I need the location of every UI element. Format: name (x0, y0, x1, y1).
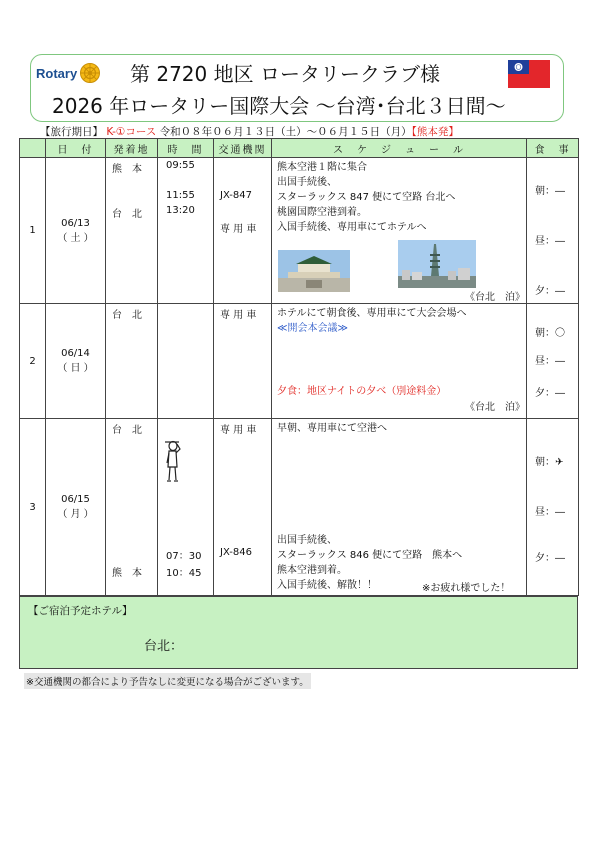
meal-lunch: 昼：― (535, 507, 565, 518)
schedule-line: 熊本空港到着。 (277, 565, 347, 576)
weekday-value: （ 月 ） (57, 509, 94, 520)
schedule-line: 桃園国際空港到着。 (277, 207, 367, 218)
place: 台 北 (112, 425, 142, 436)
place: 熊 本 (112, 164, 142, 175)
origin-label: 【熊本発】 (411, 126, 459, 138)
day-date (46, 158, 106, 304)
table-row (20, 304, 579, 419)
hotel-city: 台北： (144, 639, 184, 654)
schedule-line: 早朝、専用車にて空港へ (277, 423, 387, 434)
time: 13:20 (166, 205, 195, 216)
meals-cell (527, 158, 579, 304)
table-row (20, 419, 579, 596)
schedule-cell (272, 304, 527, 419)
place-cell (106, 419, 158, 596)
taiwan-flag-icon (508, 60, 550, 88)
transport: 専 用 車 (220, 310, 257, 321)
schedule-table (19, 138, 579, 596)
schedule-line: 熊本空港１階に集合 (277, 162, 367, 173)
day-number: 1 (20, 158, 46, 304)
transport: 専 用 車 (220, 224, 257, 235)
place: 台 北 (112, 209, 142, 220)
meal-lunch: 昼：― (535, 356, 565, 367)
closing-note: ※お疲れ様でした！ (422, 583, 511, 594)
transport-cell (214, 158, 272, 304)
stay-note: 《台北 泊》 (465, 402, 525, 413)
meal-dinner: 夕：― (535, 286, 565, 297)
schedule-table-wrap (19, 138, 578, 596)
day-number: 2 (20, 304, 46, 419)
flight-number: JX-846 (220, 547, 252, 558)
place-cell (106, 158, 158, 304)
meal-breakfast: 朝：― (535, 186, 565, 197)
stay-note: 《台北 泊》 (465, 292, 525, 303)
title-line1: 第 2720 地区 ロータリークラブ様 (130, 62, 440, 86)
place: 熊 本 (112, 568, 142, 579)
time: 09:55 (166, 160, 195, 171)
logo-text: Rotary (36, 65, 78, 81)
travel-dates: 令和０８年０６月１３日（土）〜０６月１５日（月） (159, 126, 412, 138)
schedule-line: スターラックス 847 便にて空路 台北へ (277, 192, 456, 203)
meal-dinner: 夕：― (535, 553, 565, 564)
meal-breakfast: 朝：✈ (535, 457, 564, 468)
col-header-num (20, 139, 46, 158)
col-header-meals: 食 事 (527, 139, 579, 158)
schedule-line: 入国手続後、解散！！ (277, 580, 377, 591)
time: 10：45 (166, 568, 202, 579)
dinner-note: 夕食：地区ナイトの夕べ（別途料金） (277, 386, 447, 397)
col-header-transport: 交通機関 (214, 139, 272, 158)
time-cell (158, 158, 214, 304)
day-date (46, 419, 106, 596)
date-value: 06/14 (61, 348, 90, 359)
time: 11:55 (166, 190, 195, 201)
schedule-cell (272, 419, 527, 596)
schedule-line: 入国手続後、専用車にてホテルへ (277, 222, 427, 233)
saluting-figure-icon (162, 439, 184, 483)
date-value: 06/13 (61, 217, 90, 229)
hotel-box (19, 596, 578, 669)
time-cell (158, 419, 214, 596)
rotary-wheel-icon (79, 62, 101, 84)
table-row (20, 158, 579, 304)
place: 台 北 (112, 310, 142, 321)
col-header-date: 日 付 (46, 139, 106, 158)
transport-cell (214, 304, 272, 419)
travel-label: 【旅行期日】 (40, 126, 103, 138)
weekday-value: （ 土 ） (57, 232, 94, 244)
flight-number: JX-847 (220, 190, 252, 201)
col-header-schedule: ス ケ ジ ュ ー ル (272, 139, 527, 158)
meal-lunch: 昼：― (535, 236, 565, 247)
schedule-cell (272, 158, 527, 304)
transport: 専 用 車 (220, 425, 257, 436)
col-header-place: 発着地 (106, 139, 158, 158)
place-cell (106, 304, 158, 419)
schedule-line: 出国手続後、 (277, 177, 337, 188)
travel-period (40, 124, 459, 139)
time: 07：30 (166, 551, 202, 562)
taipei-101-photo (398, 240, 476, 288)
meal-breakfast: 朝：〇 (535, 328, 565, 339)
date-value: 06/15 (61, 494, 90, 505)
schedule-line: ホテルにて朝食後、専用車にて大会会場へ (277, 308, 467, 319)
weekday-value: （ 日 ） (57, 363, 94, 374)
table-header-row (20, 139, 579, 158)
course-name: K-①コース (106, 126, 157, 138)
meal-dinner: 夕：― (535, 388, 565, 399)
title-line2: 2026 年ロータリー国際大会 〜台湾･台北３日間〜 (52, 94, 506, 118)
hotel-label: 【ご宿泊予定ホテル】 (28, 605, 133, 617)
event-name: ≪開会本会議≫ (277, 323, 348, 334)
palace-museum-photo (278, 250, 350, 292)
col-header-time: 時 間 (158, 139, 214, 158)
meals-cell (527, 304, 579, 419)
transport-cell (214, 419, 272, 596)
footnote: ※交通機関の都合により予告なしに変更になる場合がございます。 (24, 673, 311, 689)
day-number: 3 (20, 419, 46, 596)
rotary-logo (36, 62, 101, 84)
time-cell (158, 304, 214, 419)
schedule-line: 出国手続後、 (277, 535, 337, 546)
schedule-line: スターラックス 846 便にて空路 熊本へ (277, 550, 463, 561)
day-date (46, 304, 106, 419)
meals-cell (527, 419, 579, 596)
